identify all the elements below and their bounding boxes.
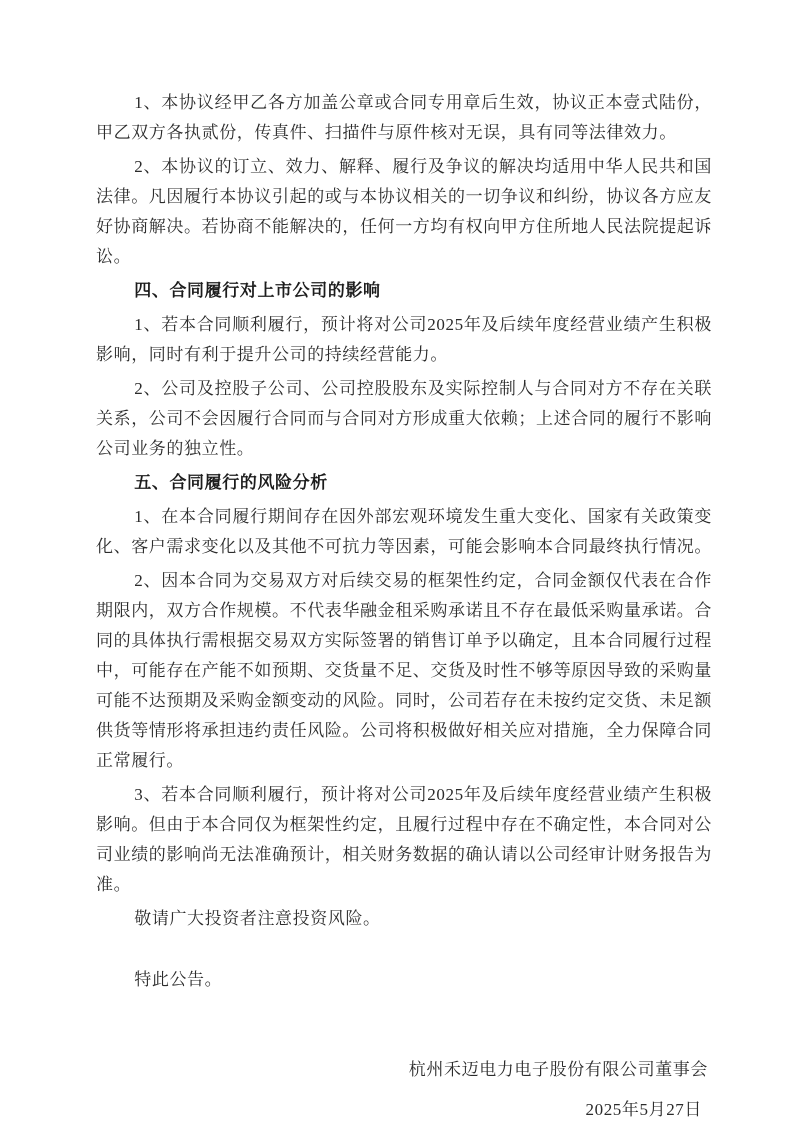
announcement-closing: 特此公告。 — [134, 970, 223, 989]
risk-item-1: 1、在本合同履行期间存在因外部宏观环境发生重大变化、国家有关政策变化、客户需求变化以及其他不可抗力等因素，可能会影响本合同最终执行情况。 — [96, 507, 712, 556]
signature-board: 杭州禾迈电力电子股份有限公司董事会 — [408, 1060, 708, 1079]
risk-item-2: 2、因本合同为交易双方对后续交易的框架性约定，合同金额仅代表在合作期限内，双方合作规模。不代表华融金租采购承诺且不存在最低采购量承诺。合同的具体执行需根据交易双方实际签署的销售订单予以确定，且本合同履行过程中，可能存在产能不如预期、交货量不足、交货及时性不够等原因导致的采购量可能不达预期及采购金额变动的风险。同时，公司若存在未按约定交货、未足额供货等情形将承担违约责任风险。公司将积极做好相关应对措施，全力保障合同正常履行。 — [96, 571, 712, 770]
announcement-date: 2025年5月27日 — [585, 1100, 702, 1119]
general-clause-2: 2、本协议的订立、效力、解释、履行及争议的解决均适用中华人民共和国法律。凡因履行本协议引起的或与本协议相关的一切争议和纠纷，协议各方应友好协商解决。若协商不能解决的，任何一方均有权向甲方住所地人民法院提起诉讼。 — [96, 157, 712, 266]
section-heading-risk: 五、合同履行的风险分析 — [134, 473, 328, 492]
investor-notice: 敬请广大投资者注意投资风险。 — [134, 909, 381, 928]
section-heading-impact: 四、合同履行对上市公司的影响 — [134, 281, 381, 300]
general-clause-1: 1、本协议经甲乙各方加盖公章或合同专用章后生效，协议正本壹式陆份，甲乙双方各执贰份，传真件、扫描件与原件核对无误，具有同等法律效力。 — [96, 93, 712, 142]
impact-item-1: 1、若本合同顺利履行，预计将对公司2025年及后续年度经营业绩产生积极影响，同时有利于提升公司的持续经营能力。 — [96, 315, 712, 364]
risk-item-3: 3、若本合同顺利履行，预计将对公司2025年及后续年度经营业绩产生积极影响。但由于本合同仅为框架性约定，且履行过程中存在不确定性，本合同对公司业绩的影响尚无法准确预计，相关财务数据的确认请以公司经审计财务报告为准。 — [96, 785, 712, 894]
impact-item-2: 2、公司及控股子公司、公司控股股东及实际控制人与合同对方不存在关联关系，公司不会因履行合同而与合同对方形成重大依赖；上述合同的履行不影响公司业务的独立性。 — [96, 379, 712, 458]
